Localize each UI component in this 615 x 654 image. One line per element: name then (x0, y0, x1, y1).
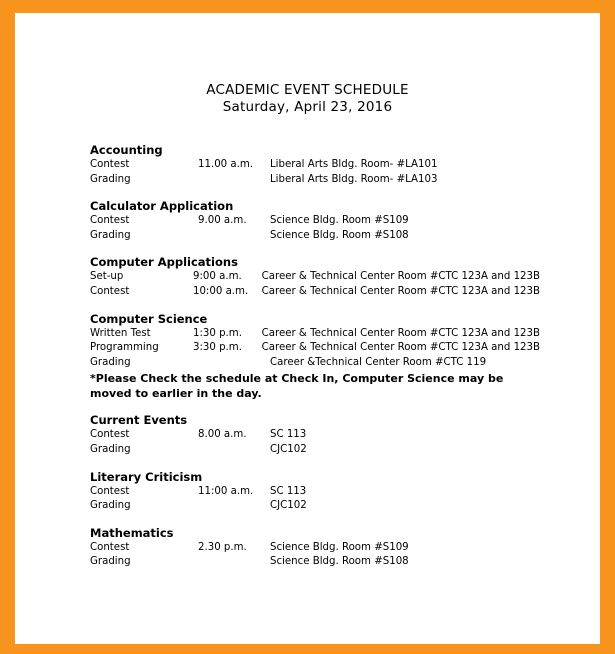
event-label: Contest (90, 485, 130, 497)
event-location: CJC102 (270, 500, 307, 512)
event-label: Set-up (90, 271, 124, 283)
schedule-row (90, 541, 540, 556)
event-location: Science Bldg. Room #S109 (270, 541, 409, 553)
event-location: SC 113 (270, 485, 307, 497)
event-location: Liberal Arts Bldg. Room- #LA103 (270, 173, 438, 185)
schedule-row (90, 158, 540, 173)
section-calculator-application (90, 198, 540, 243)
event-time (198, 555, 270, 570)
section-computer-applications (90, 254, 540, 299)
schedule-row (90, 327, 540, 342)
document-date: Saturday, April 23, 2016 (222, 99, 393, 115)
schedule-row (90, 443, 540, 458)
schedule (90, 142, 540, 581)
event-label: Contest (90, 285, 130, 297)
event-label: Grading (90, 229, 131, 241)
event-location: Career & Technical Center Room #CTC 123A and 123B (261, 285, 540, 297)
event-location: Career & Technical Center Room #CTC 123A and 123B (261, 327, 540, 339)
event-label: Contest (90, 429, 130, 441)
section-title: Accounting (90, 143, 163, 157)
event-location: SC 113 (270, 429, 307, 441)
event-label: Grading (90, 556, 131, 568)
event-label: Contest (90, 541, 130, 553)
event-time: 8.00 a.m. (198, 429, 247, 441)
section-title: Mathematics (90, 525, 174, 540)
schedule-row (90, 214, 540, 229)
schedule-row (90, 485, 540, 500)
event-time: 9.00 a.m. (198, 215, 247, 227)
schedule-row (90, 428, 540, 443)
event-label: Grading (90, 500, 131, 512)
document-title: ACADEMIC EVENT SCHEDULE (206, 82, 409, 98)
event-label: Contest (90, 215, 130, 227)
event-location: Liberal Arts Bldg. Room- #LA101 (270, 159, 438, 170)
event-time: 2.30 p.m. (198, 541, 247, 553)
event-location: Career & Technical Center Room #CTC 123A and 123B (261, 271, 540, 283)
event-time: 10:00 a.m. (192, 285, 249, 297)
schedule-row (90, 229, 540, 244)
section-current-events (90, 412, 540, 457)
schedule-row (90, 341, 540, 356)
event-label: Grading (90, 443, 131, 455)
section-literary-criticism (90, 469, 540, 514)
section-title: Literary Criticism (90, 469, 203, 484)
schedule-row (90, 173, 540, 188)
section-title: Computer Applications (90, 255, 238, 270)
event-time (198, 356, 270, 371)
event-location: CJC102 (270, 443, 307, 455)
event-label: Grading (90, 356, 131, 368)
event-location: Science Bldg. Room #S108 (270, 556, 409, 568)
event-label: Grading (90, 173, 131, 185)
event-label: Contest (90, 159, 130, 170)
section-accounting (90, 142, 540, 187)
section-title: Current Events (90, 413, 188, 428)
schedule-note: *Please Check the schedule at Check In, Computer Science may be moved to earlier in the day. (90, 372, 504, 401)
schedule-row (90, 499, 540, 514)
schedule-row (90, 270, 540, 285)
event-time (198, 499, 270, 514)
event-label: Programming (90, 342, 159, 354)
event-time: 3:30 p.m. (192, 342, 242, 354)
event-time (198, 229, 270, 244)
event-time: 11.00 a.m. (198, 159, 254, 170)
section-computer-science (90, 311, 540, 402)
event-time: 1:30 p.m. (192, 327, 242, 339)
section-title: Calculator Application (90, 199, 234, 214)
event-time: 9:00 a.m. (192, 271, 242, 283)
schedule-row (90, 285, 540, 300)
schedule-row (90, 555, 540, 570)
event-location: Science Bldg. Room #S109 (270, 215, 409, 227)
schedule-row (90, 356, 540, 371)
event-time (198, 173, 270, 188)
section-title: Computer Science (90, 311, 208, 326)
section-mathematics (90, 525, 540, 570)
event-location: Career & Technical Center Room #CTC 123A and 123B (261, 342, 540, 354)
event-time (198, 443, 270, 458)
event-label: Written Test (90, 327, 151, 339)
event-location: Career &Technical Center Room #CTC 119 (270, 356, 487, 368)
event-location: Science Bldg. Room #S108 (270, 229, 409, 241)
event-time: 11:00 a.m. (198, 485, 254, 497)
